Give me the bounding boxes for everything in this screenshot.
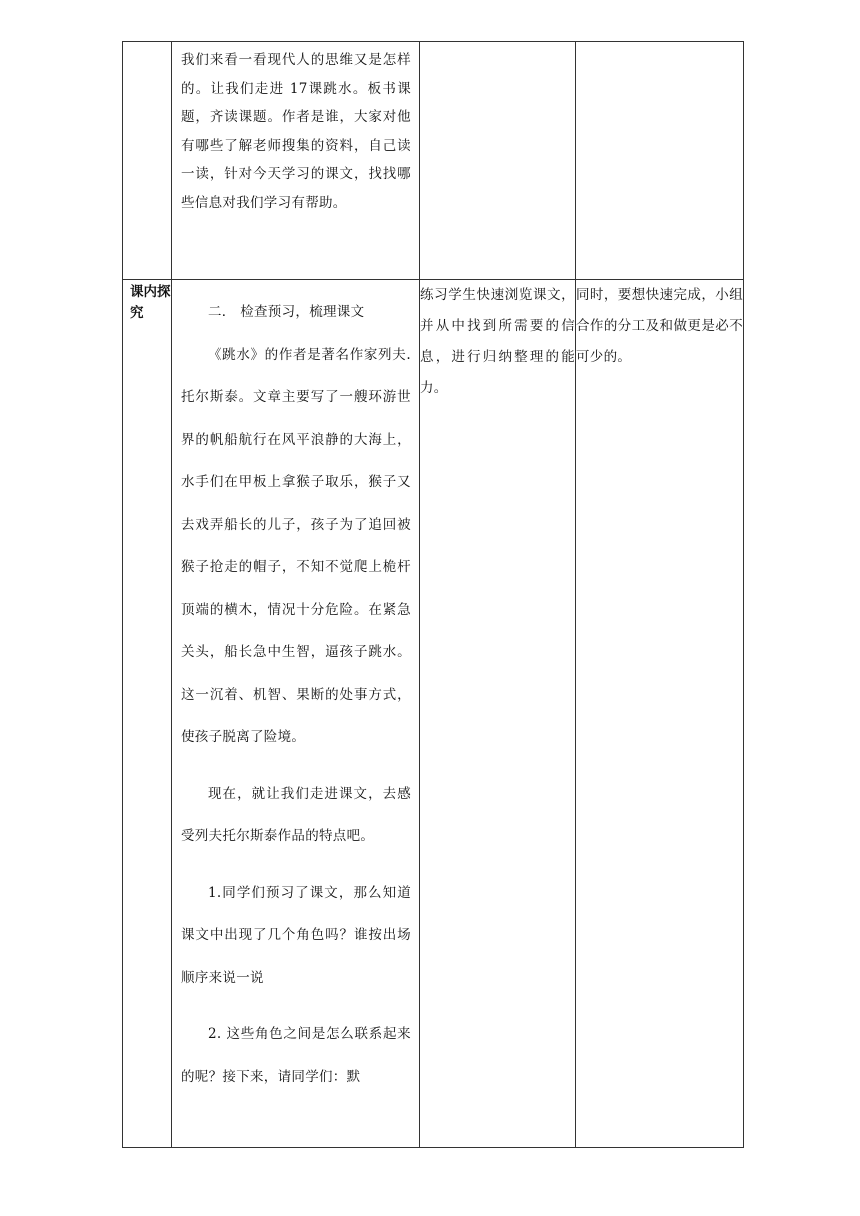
paragraph: 《跳水》的作者是著名作家列夫.托尔斯泰。文章主要写了一艘环游世界的帆船航行在风平浪静的大海上，水手们在甲板上拿猴子取乐，猴子又去戏弄船长的儿子，孩子为了追回被猴子抢走的帽子，不知不觉爬上桅杆顶端的横木，情况十分危险。在紧急关头，船长急中生智，逼孩子跳水。这一沉着、机智、果断的处事方式，使孩子脱离了险境。 <box>181 346 411 745</box>
label-cell <box>123 280 172 1148</box>
label-cell-empty <box>123 42 172 280</box>
design-intent-text: 同时，要想快速完成，小组合作的分工及和做更是必不可少的。 <box>576 287 743 365</box>
section-label: 课内探究 <box>130 284 171 321</box>
table-row <box>123 42 744 280</box>
paragraph: 2. 这些角色之间是怎么联系起来的呢？接下来，请同学们：默 <box>181 1026 411 1085</box>
teacher-activity-cell <box>172 280 420 1148</box>
lesson-plan-table <box>122 41 744 1148</box>
design-intent-cell <box>576 280 744 1148</box>
design-intent-cell-empty <box>576 42 744 280</box>
student-activity-text: 练习学生快速浏览课文，并从中找到所需要的信息，进行归纳整理的能力。 <box>420 287 575 396</box>
section-heading: 二． 检查预习，梳理课文 <box>208 304 365 320</box>
paragraph: 现在，就让我们走进课文，去感受列夫托尔斯泰作品的特点吧。 <box>181 785 411 844</box>
student-activity-cell-empty <box>420 42 576 280</box>
student-activity-cell <box>420 280 576 1148</box>
teacher-activity-cell <box>172 42 420 280</box>
table-row <box>123 280 744 1148</box>
paragraph: 1.同学们预习了课文，那么知道课文中出现了几个角色吗？谁按出场顺序来说一说 <box>181 884 411 986</box>
intro-paragraph: 我们来看一看现代人的思维又是怎样的。让我们走进 17课跳水。板书课题，齐读课题。作者是谁，大家对他有哪些了解老师搜集的资料，自己读一读，针对今天学习的课文，找找哪些信息对我们学习有帮助。 <box>181 52 411 211</box>
